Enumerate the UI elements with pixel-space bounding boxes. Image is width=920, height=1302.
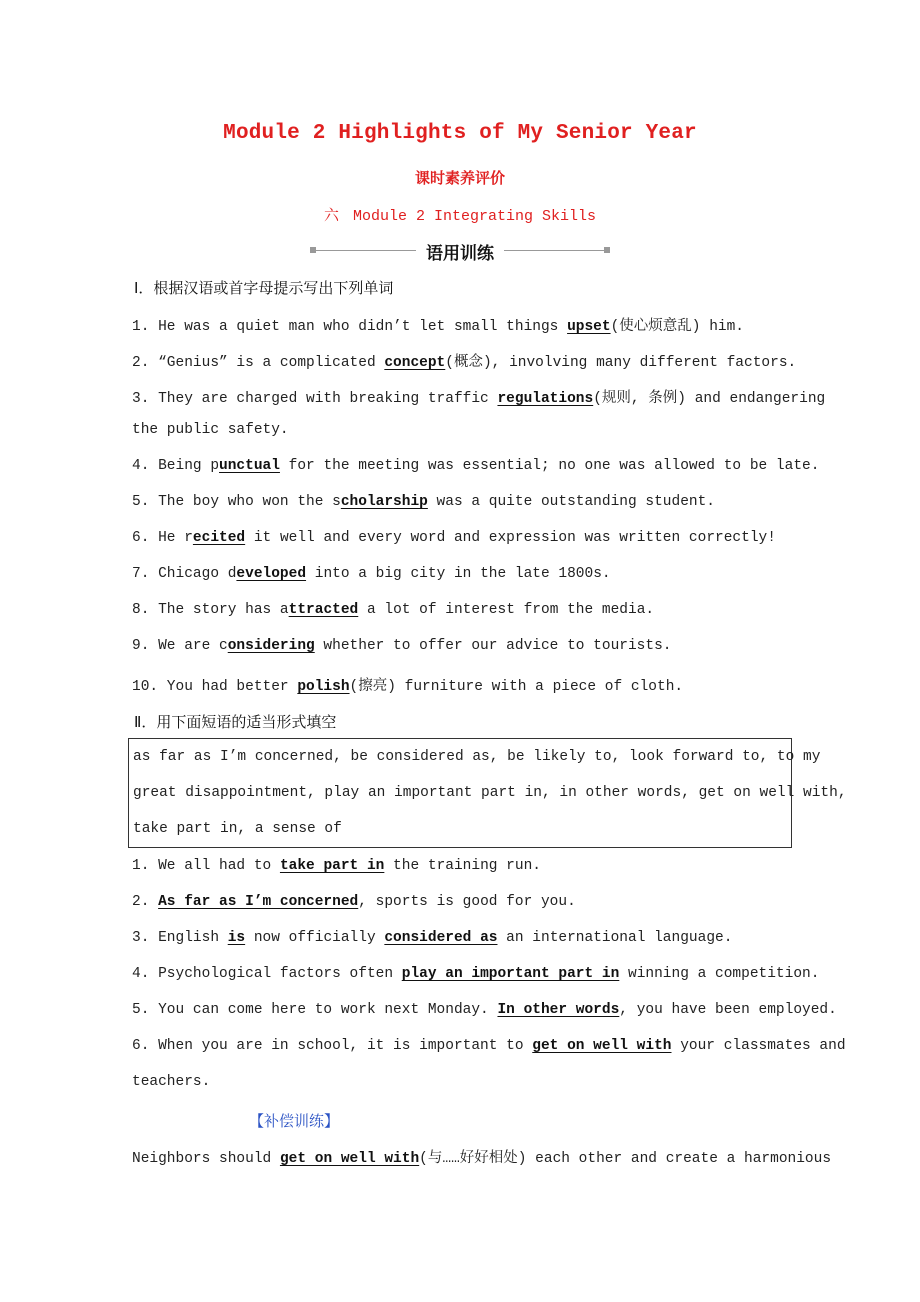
item-text: 10. You had better — [132, 679, 298, 695]
item-text: (规则, 条例) and endangering — [593, 391, 826, 407]
lesson-title: Module 2 Integrating Skills — [352, 208, 597, 225]
item-text: whether to offer our advice to tourists. — [314, 638, 672, 654]
item-text: 3. English — [132, 930, 228, 946]
banner-right-rule — [504, 250, 604, 251]
answer-phrase: take part in — [279, 858, 385, 874]
item-text: your classmates and — [671, 1038, 846, 1054]
supplement-label: 【补偿训练】 — [249, 1112, 340, 1130]
answer-phrase: get on well with — [532, 1038, 672, 1054]
item-text: , sports is good for you. — [358, 894, 576, 910]
item-text: now officially — [245, 930, 385, 946]
item-text: a lot of interest from the media. — [358, 602, 655, 618]
answer-phrase: As far as I’m concerned — [158, 894, 359, 910]
answer-phrase: is — [227, 930, 246, 946]
answer-word: ecited — [192, 530, 246, 546]
item-text: into a big city in the late 1800s. — [306, 566, 611, 582]
item-text: winning a competition. — [619, 966, 820, 982]
phrase-box-line: great disappointment, play an important part in, in other words, get on well with, — [133, 785, 847, 801]
exercise-item-9 — [132, 638, 672, 654]
item-text: 1. We all had to — [132, 858, 280, 874]
fill-item-2 — [132, 894, 576, 910]
item-text: (使心烦意乱) him. — [610, 319, 745, 335]
answer-word: unctual — [219, 458, 280, 474]
item-text: (擦亮) furniture with a piece of cloth. — [349, 679, 684, 695]
answer-word: onsidering — [227, 638, 315, 654]
answer-phrase: considered as — [384, 930, 498, 946]
fill-item-1 — [132, 858, 541, 874]
item-text: 4. Psychological factors often — [132, 966, 402, 982]
supplement-item — [132, 1146, 831, 1167]
fill-item-3 — [132, 930, 732, 946]
item-text: 4. Being p — [132, 458, 220, 474]
exercise-item-1 — [132, 314, 744, 335]
exercise-item-3-continued: the public safety. — [132, 422, 289, 438]
item-text: an international language. — [497, 930, 733, 946]
answer-word: regulations — [497, 391, 594, 407]
answer-phrase: play an important part in — [401, 966, 620, 982]
item-text: 6. He r — [132, 530, 193, 546]
exercise-item-6 — [132, 530, 776, 546]
item-text: was a quite outstanding student. — [427, 494, 716, 510]
exercise-item-2 — [132, 350, 796, 371]
answer-phrase: In other words — [497, 1002, 620, 1018]
exercise-item-3 — [132, 386, 825, 407]
lesson-heading — [0, 204, 920, 225]
banner-label: 语用训练 — [426, 244, 494, 264]
fill-item-6-continued: teachers. — [132, 1074, 211, 1090]
item-text: for the meeting was essential; no one was allowed to be late. — [279, 458, 820, 474]
page-subtitle: 课时素养评价 — [414, 169, 505, 187]
answer-word: ttracted — [288, 602, 359, 618]
answer-word: concept — [384, 355, 446, 371]
answer-word: eveloped — [236, 566, 307, 582]
exercise-item-8 — [132, 602, 654, 618]
item-text: (概念), involving many different factors. — [445, 355, 797, 371]
phrase-box-line: take part in, a sense of — [133, 821, 342, 837]
item-text: 5. The boy who won the s — [132, 494, 341, 510]
lesson-number: 六 — [323, 208, 339, 225]
answer-word: upset — [567, 319, 611, 335]
answer-word: polish — [297, 679, 350, 695]
item-text: 5. You can come here to work next Monday. — [132, 1002, 498, 1018]
answer-phrase: get on well with — [279, 1151, 420, 1167]
item-text: 3. They are charged with breaking traffic — [132, 391, 498, 407]
fill-item-4 — [132, 966, 819, 982]
item-text: the training run. — [384, 858, 541, 874]
item-text: 8. The story has a — [132, 602, 289, 618]
phrase-box — [128, 738, 847, 848]
exercise-item-4 — [132, 458, 819, 474]
item-text: it well and every word and expression was written correctly! — [245, 530, 776, 546]
item-text: 9. We are c — [132, 638, 228, 654]
item-text: 1. He was a quiet man who didn’t let small things — [132, 319, 568, 335]
section1-heading: Ⅰ．根据汉语或首字母提示写出下列单词 — [134, 279, 394, 297]
item-text: 2. “Genius” is a complicated — [132, 355, 385, 371]
fill-item-6 — [132, 1038, 846, 1054]
page-title: Module 2 Highlights of My Senior Year — [223, 122, 697, 145]
banner-right-marker-icon — [604, 247, 610, 253]
exercise-item-10 — [132, 674, 683, 695]
section2-heading: Ⅱ．用下面短语的适当形式填空 — [134, 713, 337, 731]
phrase-box-line: as far as I’m concerned, be considered as, be likely to, look forward to, to my — [133, 749, 821, 765]
item-text: 7. Chicago d — [132, 566, 237, 582]
item-text: , you have been employed. — [619, 1002, 837, 1018]
item-text: Neighbors should — [132, 1151, 280, 1167]
item-text: (与……好好相处) each other and create a harmonious — [419, 1151, 832, 1167]
exercise-item-5 — [132, 494, 715, 510]
item-text: 2. — [132, 894, 159, 910]
section-banner — [310, 238, 610, 262]
answer-word: cholarship — [340, 494, 428, 510]
fill-item-5 — [132, 1002, 837, 1018]
item-text: 6. When you are in school, it is important to — [132, 1038, 533, 1054]
exercise-item-7 — [132, 566, 611, 582]
